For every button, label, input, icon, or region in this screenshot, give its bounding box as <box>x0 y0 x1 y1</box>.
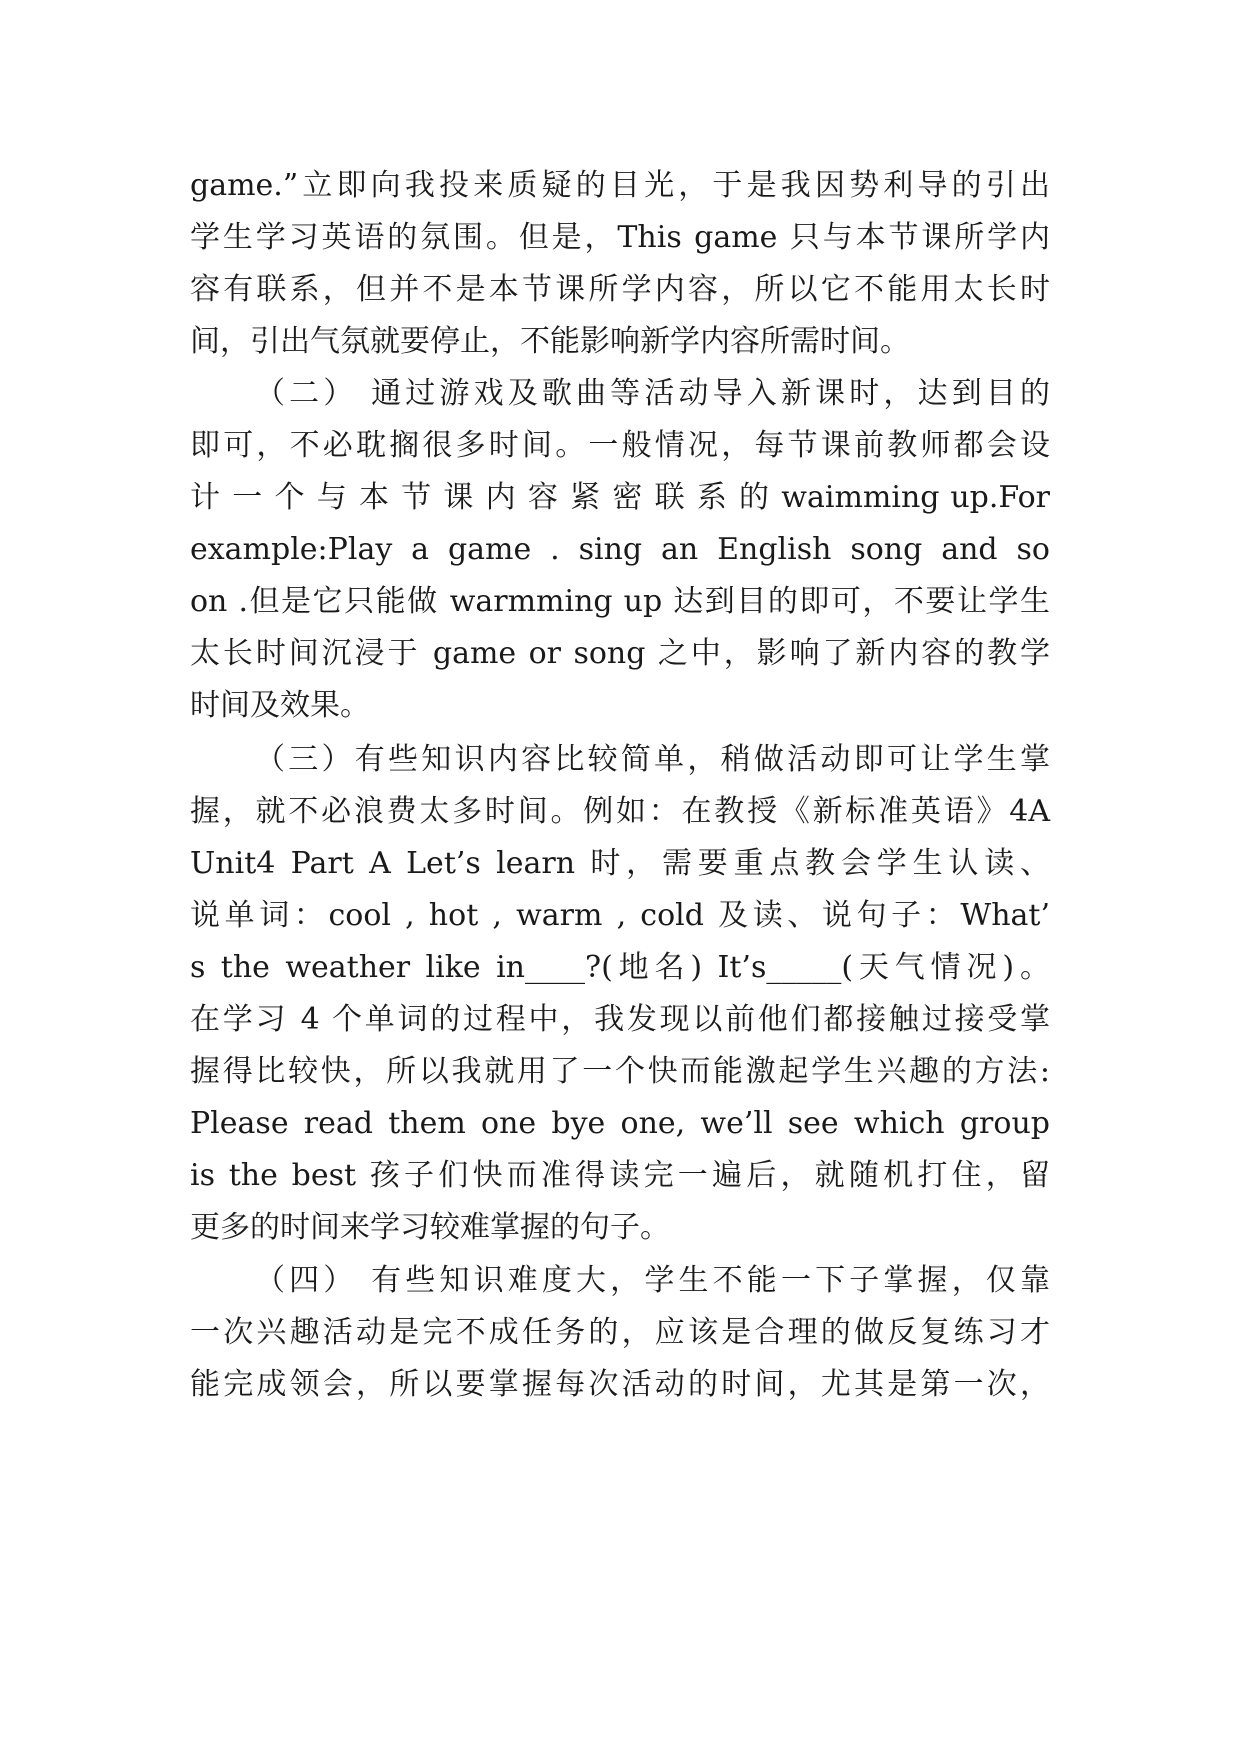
body-text-line: 计 一 个 与 本 节 课 内 容 紧 密 联 系 的 waimming up.For <box>190 480 1050 515</box>
paragraph-heading-2: （二） 通过游戏及歌曲等活动导入新课时，达到目的 <box>255 376 1050 411</box>
body-text-line: 即可，不必耽搁很多时间。一般情况，每节课前教师都会设 <box>190 428 1050 463</box>
body-text-line: 太长时间沉浸于 game or song 之中，影响了新内容的教学 <box>190 636 1050 671</box>
paragraph-heading-3: （三）有些知识内容比较简单，稍做活动即可让学生掌 <box>255 742 1050 777</box>
body-text-line: game.”立即向我投来质疑的目光，于是我因势利导的引出 <box>190 168 1050 203</box>
body-text-line: Unit4 Part A Let’s learn 时，需要重点教会学生认读、 <box>190 846 1050 881</box>
body-text-line: 握得比较快，所以我就用了一个快而能激起学生兴趣的方法: <box>190 1054 1050 1089</box>
body-text-line: 时间及效果。 <box>190 688 370 723</box>
body-text-line: s the weather like in____?(地名) It’s_____(天气情况)。 <box>190 950 1050 985</box>
body-text-line: 握，就不必浪费太多时间。例如：在教授《新标准英语》4A <box>190 794 1050 829</box>
body-text-line: 在学习 4 个单词的过程中，我发现以前他们都接触过接受掌 <box>190 1002 1050 1037</box>
body-text-line: is the best 孩子们快而准得读完一遍后，就随机打住，留 <box>190 1158 1050 1193</box>
body-text-line: 说单词：cool , hot , warm , cold 及读、说句子：What’ <box>190 898 1050 933</box>
body-text-line: 学生学习英语的氛围。但是，This game 只与本节课所学内 <box>190 220 1050 255</box>
body-text-line: 容有联系，但并不是本节课所学内容，所以它不能用太长时 <box>190 272 1050 307</box>
body-text-line: 一次兴趣活动是完不成任务的，应该是合理的做反复练习才 <box>190 1315 1050 1350</box>
body-text-line: 能完成领会，所以要掌握每次活动的时间，尤其是第一次， <box>190 1367 1050 1402</box>
body-text-line: on .但是它只能做 warmming up 达到目的即可，不要让学生 <box>190 584 1050 619</box>
body-text-line: 更多的时间来学习较难掌握的句子。 <box>190 1210 670 1245</box>
paragraph-heading-4: （四） 有些知识难度大，学生不能一下子掌握，仅靠 <box>255 1263 1050 1298</box>
body-text-line: 间，引出气氛就要停止，不能影响新学内容所需时间。 <box>190 324 910 359</box>
body-text-line: example:Play a game . sing an English song and so <box>190 532 1050 567</box>
body-text-line: Please read them one bye one, we’ll see which group <box>190 1106 1050 1141</box>
